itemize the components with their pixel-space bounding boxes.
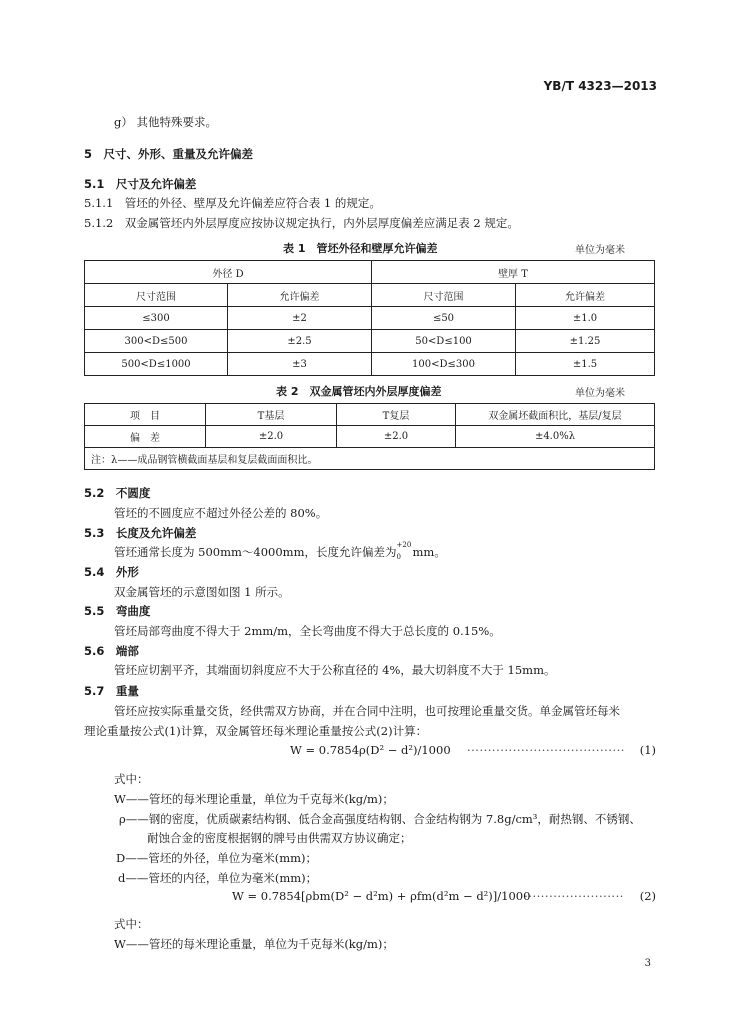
table1-group-header: 壁厚 T	[372, 261, 655, 284]
section-5-5-text: 管坯局部弯曲度不得大于 2mm/m，全长弯曲度不得大于总长度的 0.15%。	[114, 624, 501, 638]
table1	[84, 260, 655, 376]
section-5-3-heading: 5.3 长度及允许偏差	[84, 526, 197, 540]
table-cell: ±1.0	[516, 307, 655, 330]
where-D: D——管坯的外径，单位为毫米(mm)；	[116, 851, 318, 865]
section-5-4-text: 双金属管坯的示意图如图 1 所示。	[114, 585, 290, 599]
table2	[84, 403, 655, 470]
section-5-6-heading: 5.6 端部	[84, 644, 139, 658]
where-W-1: W——管坯的每米理论重量，单位为千克每米(kg/m)；	[114, 792, 394, 806]
where-d: d——管坯的内径，单位为毫米(mm)；	[118, 871, 318, 885]
table-cell: ±2.5	[228, 330, 372, 353]
section-5-heading: 5 尺寸、外形、重量及允许偏差	[84, 147, 253, 161]
item-g: g） 其他特殊要求。	[114, 115, 218, 129]
section-5-5-heading: 5.5 弯曲度	[84, 604, 151, 618]
table2-header: T基层	[206, 404, 337, 426]
section-5-3-body: 管坯通常长度为 500mm～4000mm，长度允许偏差为	[114, 545, 397, 559]
table1-group-header: 外径 D	[85, 261, 372, 284]
where-rho-line2: 耐蚀合金的密度根据钢的牌号由供需双方协议确定；	[147, 831, 412, 845]
section-5-7-text-line2: 理论重量按公式(1)计算，双金属管坯每米理论重量按公式(2)计算：	[84, 724, 428, 738]
table-row	[85, 353, 655, 376]
formula-2-dots: ·························	[520, 889, 624, 903]
page-number: 3	[644, 958, 651, 969]
table-cell: ±2.0	[206, 426, 337, 448]
table-cell: 50<D≤100	[372, 330, 516, 353]
table1-sub-header: 允许偏差	[228, 284, 372, 307]
section-5-7-text-line1: 管坯应按实际重量交货，经供需双方协商，并在合同中注明，也可按理论重量交货。单金属管坯每米	[114, 704, 620, 718]
table-cell: 100<D≤300	[372, 353, 516, 376]
table2-note: 注：λ——成品钢管横截面基层和复层截面面积比。	[85, 448, 655, 470]
table-cell: ±1.25	[516, 330, 655, 353]
section-5-4-heading: 5.4 外形	[84, 565, 139, 579]
table-cell: ±2.0	[337, 426, 456, 448]
where-label-2: 式中：	[114, 917, 149, 931]
table2-header: 双金属坯截面积比，基层/复层	[456, 404, 655, 426]
table2-header: T复层	[337, 404, 456, 426]
table1-sub-header: 尺寸范围	[85, 284, 228, 307]
clause-5-1-2: 5.1.2 双金属管坯内外层厚度应按协议规定执行，内外层厚度偏差应满足表 2 规定。	[84, 216, 519, 230]
formula-2: W = 0.7854[ρbm(D² − d²m) + ρfm(d²m − d²)]/1000	[232, 889, 531, 903]
formula-1-dots: ······································	[467, 743, 625, 757]
table-cell: ±1.5	[516, 353, 655, 376]
table2-header: 项 目	[85, 404, 206, 426]
table-cell: 500<D≤1000	[85, 353, 228, 376]
section-5-6-text: 管坯应切割平齐，其端面切斜度应不大于公称直径的 4%，最大切斜度不大于 15mm。	[114, 663, 556, 677]
section-5-7-heading: 5.7 重量	[84, 684, 139, 698]
section-5-2-text: 管坯的不圆度应不超过外径公差的 80%。	[114, 506, 328, 520]
table1-unit: 单位为毫米	[575, 245, 625, 256]
table2-caption: 表 2 双金属管坯内外层厚度偏差	[276, 385, 442, 398]
section-5-3-tail: mm。	[412, 545, 446, 559]
table1-caption: 表 1 管坯外径和壁厚允许偏差	[283, 242, 438, 255]
table-cell: ≤300	[85, 307, 228, 330]
clause-5-1-1: 5.1.1 管坯的外径、壁厚及允许偏差应符合表 1 的规定。	[84, 196, 381, 210]
formula-1: W = 0.7854ρ(D² − d²)/1000	[290, 743, 451, 757]
doc-number: YB/T 4323—2013	[543, 79, 657, 93]
section-5-1-heading: 5.1 尺寸及允许偏差	[84, 177, 197, 191]
table-row	[85, 426, 655, 448]
table-cell: ±3	[228, 353, 372, 376]
tolerance-lower: 0	[396, 553, 401, 561]
table-cell: 300<D≤500	[85, 330, 228, 353]
section-5-3-text	[114, 541, 446, 561]
table-cell: ±4.0%λ	[456, 426, 655, 448]
formula-1-number: (1)	[639, 743, 656, 757]
table1-sub-header: 尺寸范围	[372, 284, 516, 307]
where-label-1: 式中：	[114, 772, 149, 786]
table1-sub-header: 允许偏差	[516, 284, 655, 307]
table-row	[85, 307, 655, 330]
where-W-2: W——管坯的每米理论重量，单位为千克每米(kg/m)；	[114, 937, 394, 951]
formula-2-number: (2)	[639, 889, 656, 903]
table-cell: ≤50	[372, 307, 516, 330]
section-5-2-heading: 5.2 不圆度	[84, 486, 151, 500]
where-rho-line1: ρ——钢的密度，优质碳素结构钢、低合金高强度结构钢、合金结构钢为 7.8g/cm³，耐热钢、不锈钢、	[119, 812, 641, 826]
table-cell: ±2	[228, 307, 372, 330]
table-row	[85, 330, 655, 353]
table2-unit: 单位为毫米	[575, 388, 625, 399]
tolerance-upper: +20	[396, 541, 412, 549]
table-cell: 偏 差	[85, 426, 206, 448]
